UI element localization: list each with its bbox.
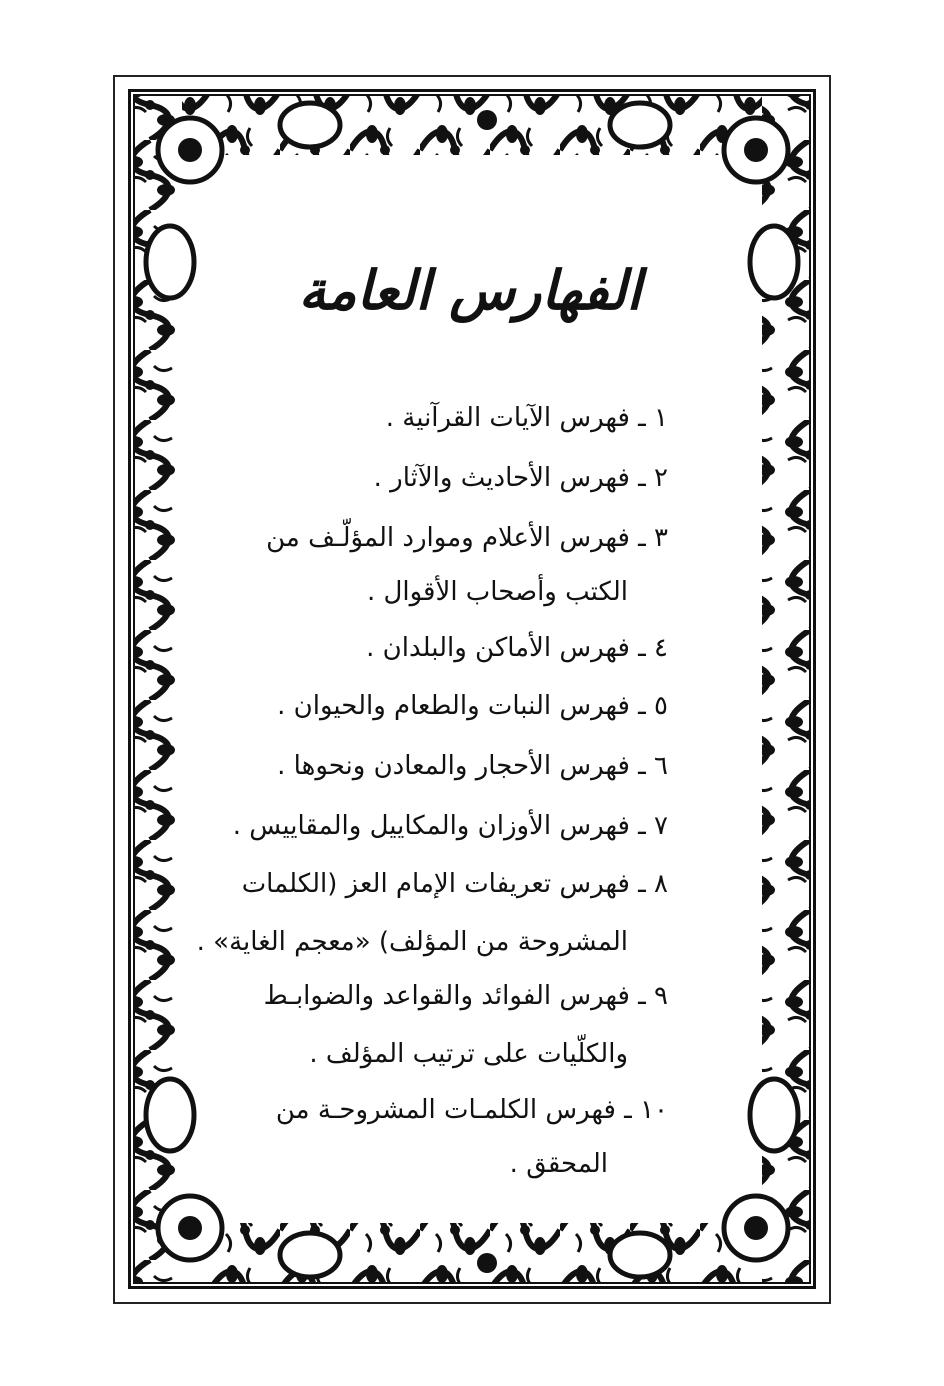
index-item-7: ٧ ـ فهرس الأوزان والمكاييل والمقاييس . [232, 811, 668, 841]
index-item-1: ١ ـ فهرس الآيات القرآنية . [385, 403, 668, 433]
index-item-10: ١٠ ـ فهرس الكلمـات المشروحـة من [275, 1095, 668, 1125]
index-item-8-cont: المشروحة من المؤلف) «معجم الغاية» . [196, 927, 628, 957]
index-item-6: ٦ ـ فهرس الأحجار والمعادن ونحوها . [277, 751, 668, 781]
index-item-3-cont: الكتب وأصحاب الأقوال . [366, 577, 628, 607]
index-item-9-cont: والكلّيات على ترتيب المؤلف . [309, 1039, 628, 1069]
index-item-5: ٥ ـ فهرس النبات والطعام والحيوان . [277, 691, 668, 721]
index-item-4: ٤ ـ فهرس الأماكن والبلدان . [366, 633, 668, 663]
index-item-3: ٣ ـ فهرس الأعلام وموارد المؤلّـف من [266, 523, 668, 553]
index-item-9: ٩ ـ فهرس الفوائد والقواعد والضوابـط [263, 981, 668, 1011]
page-title: الفهارس العامة [298, 258, 642, 322]
index-item-8: ٨ ـ فهرس تعريفات الإمام العز (الكلمات [241, 869, 668, 899]
index-item-2: ٢ ـ فهرس الأحاديث والآثار . [373, 463, 668, 493]
index-item-10-cont: المحقق . [509, 1149, 608, 1179]
